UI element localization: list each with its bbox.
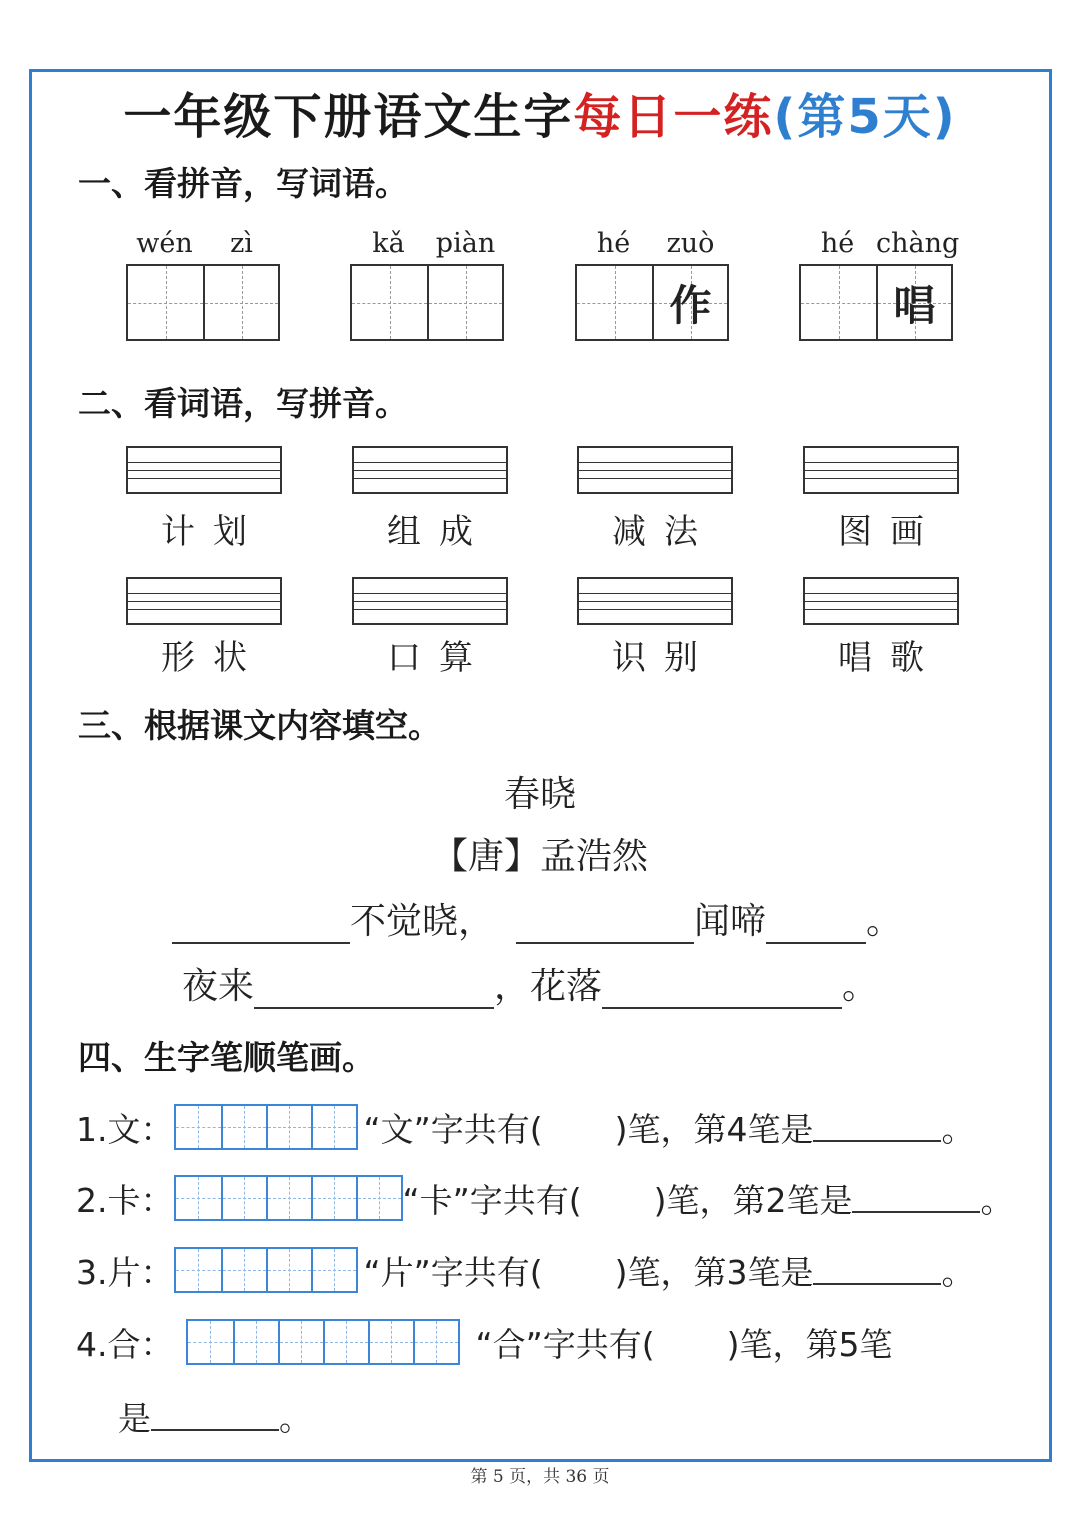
stroke-boxes[interactable] (174, 1104, 358, 1150)
grid-cell-filled: 作 (652, 266, 727, 339)
tian-grid[interactable] (126, 264, 280, 341)
question-text: )笔，第4笔是 (614, 1109, 814, 1149)
section3-heading: 三、根据课文内容填空。 (78, 706, 441, 745)
page-title (0, 78, 1080, 147)
stroke-cell[interactable] (176, 1177, 221, 1219)
stroke-boxes[interactable] (174, 1175, 403, 1221)
stroke-cell[interactable] (176, 1249, 221, 1291)
pinyin: piàn (435, 228, 496, 259)
stroke-cell[interactable] (188, 1321, 233, 1363)
grid-cell[interactable] (352, 266, 427, 339)
poem-text: 不觉晓， (350, 901, 495, 942)
end-mark: 。 (980, 1180, 1014, 1220)
stroke-item-4 (76, 1318, 892, 1366)
fill-blank[interactable] (852, 1183, 980, 1213)
item-label: 4.合： (76, 1324, 174, 1364)
question-text: )笔，第5笔 (726, 1324, 893, 1364)
tian-grid[interactable] (575, 264, 729, 341)
pinyin: zuò (666, 228, 715, 259)
question-text: 是 (118, 1398, 151, 1438)
question-text: )笔，第2笔是 (653, 1180, 853, 1220)
pinyin-writing-box[interactable] (352, 446, 508, 494)
stroke-boxes[interactable] (174, 1247, 358, 1293)
pinyin-writing-box[interactable] (803, 446, 959, 494)
fill-blank[interactable] (254, 979, 494, 1009)
section2-heading: 二、看词语，写拼音。 (78, 384, 408, 423)
title-grade: 一年级下册语文生字 (123, 89, 574, 145)
fill-blank[interactable] (516, 914, 694, 944)
pinyin: chàng (876, 228, 960, 259)
poem-text: 夜来 (182, 966, 255, 1007)
section4-heading: 四、生字笔顺笔画。 (78, 1038, 375, 1077)
fill-blank[interactable] (766, 914, 866, 944)
question-text: “卡”字共有( (402, 1180, 582, 1220)
stroke-cell[interactable] (266, 1249, 311, 1291)
stroke-cell[interactable] (356, 1177, 401, 1219)
item-label: 2.卡： (76, 1180, 174, 1220)
stroke-cell[interactable] (311, 1249, 356, 1291)
stroke-cell[interactable] (176, 1106, 221, 1148)
question-text: “合”字共有( (475, 1324, 655, 1364)
stroke-cell[interactable] (221, 1106, 266, 1148)
poem-text: ，花落 (494, 966, 603, 1007)
stroke-cell[interactable] (221, 1249, 266, 1291)
pinyin: hé (820, 228, 855, 259)
pinyin: hé (596, 228, 631, 259)
stroke-item-1 (76, 1103, 974, 1151)
word: 组成 (387, 512, 491, 552)
grid-cell[interactable] (427, 266, 502, 339)
pinyin-writing-box[interactable] (126, 446, 282, 494)
item-label: 1.文： (76, 1109, 174, 1149)
stroke-cell[interactable] (311, 1106, 356, 1148)
stroke-item-3 (76, 1246, 974, 1294)
pinyin: wén (136, 228, 193, 259)
pinyin: zì (230, 228, 253, 259)
grid-cell[interactable] (801, 266, 876, 339)
stroke-cell[interactable] (368, 1321, 413, 1363)
stroke-cell[interactable] (311, 1177, 356, 1219)
word: 图画 (838, 512, 942, 552)
fill-blank[interactable] (172, 914, 350, 944)
end-mark: 。 (941, 1252, 975, 1292)
stroke-cell[interactable] (221, 1177, 266, 1219)
poem-line-1 (172, 893, 902, 944)
poem-text: 。 (866, 901, 903, 942)
poem-text: 闻啼 (694, 901, 767, 942)
grid-cell[interactable] (203, 266, 278, 339)
grid-cell[interactable] (128, 266, 203, 339)
word: 计划 (161, 512, 265, 552)
section1-heading: 一、看拼音，写词语。 (78, 164, 408, 203)
pinyin-writing-box[interactable] (577, 577, 733, 625)
stroke-cell[interactable] (266, 1177, 311, 1219)
stroke-item-4-tail (118, 1392, 312, 1440)
stroke-cell[interactable] (413, 1321, 458, 1363)
title-daily: 每日一练 (573, 89, 774, 145)
tian-grid[interactable] (799, 264, 953, 341)
poem-line-2 (182, 958, 878, 1009)
stroke-cell[interactable] (278, 1321, 323, 1363)
word: 识别 (612, 638, 716, 678)
page-footer: 第 5 页，共 36 页 (470, 1467, 610, 1487)
poem-text: 。 (842, 966, 879, 1007)
pinyin-writing-box[interactable] (352, 577, 508, 625)
question-text: “片”字共有( (363, 1252, 543, 1292)
stroke-boxes[interactable] (186, 1319, 460, 1365)
pinyin-writing-box[interactable] (803, 577, 959, 625)
grid-cell[interactable] (577, 266, 652, 339)
stroke-cell[interactable] (266, 1106, 311, 1148)
word: 形状 (161, 638, 265, 678)
fill-blank[interactable] (151, 1401, 279, 1431)
question-text: )笔，第3笔是 (614, 1252, 814, 1292)
pinyin: kǎ (372, 228, 405, 259)
pinyin-writing-box[interactable] (126, 577, 282, 625)
poem-author: 【唐】孟浩然 (431, 836, 648, 877)
tian-grid[interactable] (350, 264, 504, 341)
stroke-cell[interactable] (323, 1321, 368, 1363)
stroke-item-2 (76, 1174, 1013, 1222)
pinyin-writing-box[interactable] (577, 446, 733, 494)
fill-blank[interactable] (813, 1255, 941, 1285)
stroke-cell[interactable] (233, 1321, 278, 1363)
title-day: (第5天) (773, 89, 957, 145)
word: 唱歌 (838, 638, 942, 678)
end-mark: 。 (279, 1398, 312, 1438)
fill-blank[interactable] (813, 1112, 941, 1142)
word: 减法 (612, 512, 716, 552)
question-text: “文”字共有( (363, 1109, 543, 1149)
grid-cell-filled: 唱 (876, 266, 951, 339)
end-mark: 。 (941, 1109, 975, 1149)
word: 口算 (387, 638, 491, 678)
item-label: 3.片： (76, 1252, 174, 1292)
poem-title: 春晓 (503, 774, 576, 815)
fill-blank[interactable] (602, 979, 842, 1009)
